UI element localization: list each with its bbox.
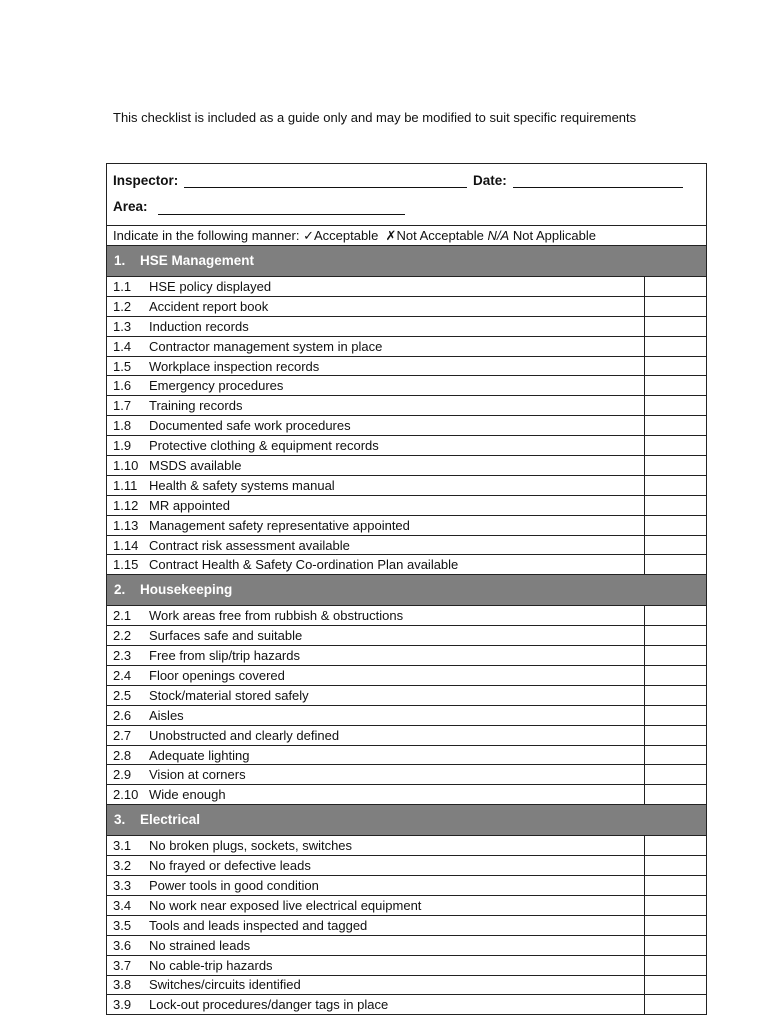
checklist-row bbox=[107, 686, 706, 706]
item-text: Switches/circuits identified bbox=[149, 977, 301, 993]
inspector-label: Inspector: bbox=[113, 173, 179, 188]
item-text: Health & safety systems manual bbox=[149, 477, 335, 493]
item-cell bbox=[107, 317, 645, 336]
item-cell bbox=[107, 876, 645, 895]
item-cell bbox=[107, 836, 645, 855]
item-text: Contract risk assessment available bbox=[149, 537, 350, 553]
checklist-row bbox=[107, 836, 706, 856]
item-number: 3.8 bbox=[113, 977, 132, 993]
result-cell[interactable] bbox=[645, 936, 706, 955]
inspection-checklist bbox=[106, 163, 707, 1015]
checklist-row bbox=[107, 706, 706, 726]
item-text: Surfaces safe and suitable bbox=[149, 628, 303, 644]
item-number: 1.5 bbox=[113, 358, 132, 374]
item-cell bbox=[107, 896, 645, 915]
item-cell bbox=[107, 686, 645, 705]
item-text: Adequate lighting bbox=[149, 747, 250, 763]
item-number: 1.13 bbox=[113, 517, 139, 533]
item-number: 1.2 bbox=[113, 298, 132, 314]
item-number: 3.7 bbox=[113, 957, 132, 973]
item-text: Stock/material stored safely bbox=[149, 687, 309, 703]
checklist-row bbox=[107, 337, 706, 357]
item-number: 3.9 bbox=[113, 997, 132, 1013]
checklist-row bbox=[107, 456, 706, 476]
item-cell bbox=[107, 376, 645, 395]
legend-not-acceptable: Not Acceptable bbox=[396, 228, 484, 243]
item-cell bbox=[107, 956, 645, 975]
item-cell bbox=[107, 456, 645, 475]
item-cell bbox=[107, 626, 645, 645]
result-cell[interactable] bbox=[645, 297, 706, 316]
item-cell bbox=[107, 726, 645, 745]
section-header bbox=[107, 246, 706, 277]
legend-acceptable: Acceptable bbox=[313, 228, 379, 243]
checklist-row bbox=[107, 896, 706, 916]
item-number: 2.3 bbox=[113, 648, 132, 664]
item-number: 3.2 bbox=[113, 858, 132, 874]
section-number: 3. bbox=[114, 812, 126, 828]
item-text: Unobstructed and clearly defined bbox=[149, 727, 340, 743]
result-cell[interactable] bbox=[645, 555, 706, 574]
item-cell bbox=[107, 416, 645, 435]
area-label: Area: bbox=[113, 199, 148, 214]
section-number: 1. bbox=[114, 253, 126, 268]
legend-not-applicable: Not Applicable bbox=[512, 228, 596, 243]
result-cell[interactable] bbox=[645, 357, 706, 376]
item-number: 1.8 bbox=[113, 418, 132, 434]
checklist-row bbox=[107, 555, 706, 575]
result-cell[interactable] bbox=[645, 626, 706, 645]
item-number: 3.4 bbox=[113, 897, 132, 913]
item-cell bbox=[107, 746, 645, 765]
item-number: 3.6 bbox=[113, 937, 132, 953]
item-cell bbox=[107, 856, 645, 875]
inspection-header bbox=[107, 164, 706, 226]
item-cell bbox=[107, 666, 645, 685]
inspector-field[interactable] bbox=[184, 187, 467, 188]
item-number: 2.1 bbox=[113, 608, 132, 624]
result-cell[interactable] bbox=[645, 646, 706, 665]
item-text: Induction records bbox=[149, 318, 249, 334]
item-text: Documented safe work procedures bbox=[149, 418, 351, 434]
checklist-row bbox=[107, 666, 706, 686]
item-cell bbox=[107, 555, 645, 574]
item-text: Protective clothing & equipment records bbox=[149, 438, 379, 454]
item-number: 2.2 bbox=[113, 628, 132, 644]
result-cell[interactable] bbox=[645, 536, 706, 555]
result-cell[interactable] bbox=[645, 836, 706, 855]
item-number: 2.7 bbox=[113, 727, 132, 743]
checklist-row bbox=[107, 936, 706, 956]
section-title: Housekeeping bbox=[140, 582, 233, 598]
item-number: 1.10 bbox=[113, 457, 139, 473]
result-cell[interactable] bbox=[645, 456, 706, 475]
section-header bbox=[107, 805, 706, 836]
item-text: Management safety representative appointed bbox=[149, 517, 410, 533]
result-cell[interactable] bbox=[645, 706, 706, 725]
item-cell bbox=[107, 606, 645, 625]
checklist-row bbox=[107, 726, 706, 746]
checklist-row bbox=[107, 646, 706, 666]
result-cell[interactable] bbox=[645, 785, 706, 804]
item-cell bbox=[107, 516, 645, 535]
item-text: Power tools in good condition bbox=[149, 877, 319, 893]
checklist-row bbox=[107, 536, 706, 556]
result-cell[interactable] bbox=[645, 376, 706, 395]
item-number: 2.9 bbox=[113, 767, 132, 783]
item-cell bbox=[107, 396, 645, 415]
checklist-row bbox=[107, 995, 706, 1015]
checklist-row bbox=[107, 856, 706, 876]
item-number: 1.14 bbox=[113, 537, 139, 553]
result-cell[interactable] bbox=[645, 876, 706, 895]
result-cell[interactable] bbox=[645, 416, 706, 435]
result-cell[interactable] bbox=[645, 476, 706, 495]
item-text: Accident report book bbox=[149, 298, 269, 314]
legend-na: N/A bbox=[487, 228, 510, 243]
item-number: 3.3 bbox=[113, 877, 132, 893]
item-number: 3.5 bbox=[113, 917, 132, 933]
item-text: HSE policy displayed bbox=[149, 278, 272, 294]
checklist-row bbox=[107, 297, 706, 317]
checklist-row bbox=[107, 357, 706, 377]
result-cell[interactable] bbox=[645, 666, 706, 685]
checklist-row bbox=[107, 416, 706, 436]
checklist-row bbox=[107, 476, 706, 496]
checklist-row bbox=[107, 317, 706, 337]
item-number: 2.8 bbox=[113, 747, 132, 763]
item-cell bbox=[107, 476, 645, 495]
item-text: No cable-trip hazards bbox=[149, 957, 273, 973]
item-text: No broken plugs, sockets, switches bbox=[149, 838, 353, 854]
result-cell[interactable] bbox=[645, 916, 706, 935]
item-cell bbox=[107, 436, 645, 455]
result-cell[interactable] bbox=[645, 277, 706, 296]
item-cell bbox=[107, 277, 645, 296]
checklist-row bbox=[107, 606, 706, 626]
item-number: 1.7 bbox=[113, 398, 132, 414]
item-cell bbox=[107, 337, 645, 356]
item-text: Floor openings covered bbox=[149, 667, 285, 683]
item-number: 1.6 bbox=[113, 378, 132, 394]
item-text: Emergency procedures bbox=[149, 378, 284, 394]
item-cell bbox=[107, 916, 645, 935]
section-title: HSE Management bbox=[140, 253, 255, 268]
item-text: MSDS available bbox=[149, 457, 242, 473]
item-number: 1.1 bbox=[113, 278, 132, 294]
result-cell[interactable] bbox=[645, 606, 706, 625]
item-text: Aisles bbox=[149, 707, 184, 723]
item-text: No frayed or defective leads bbox=[149, 858, 311, 874]
checklist-row bbox=[107, 876, 706, 896]
checklist-row bbox=[107, 396, 706, 416]
section-header bbox=[107, 575, 706, 606]
item-number: 1.3 bbox=[113, 318, 132, 334]
checklist-row bbox=[107, 916, 706, 936]
intro-note: This checklist is included as a guide only and may be modified to suit specific requirements bbox=[113, 110, 637, 125]
result-cell[interactable] bbox=[645, 995, 706, 1014]
checklist-row bbox=[107, 626, 706, 646]
checklist-row bbox=[107, 376, 706, 396]
item-cell bbox=[107, 646, 645, 665]
checklist-row bbox=[107, 785, 706, 805]
result-cell[interactable] bbox=[645, 896, 706, 915]
checklist-row bbox=[107, 746, 706, 766]
item-cell bbox=[107, 297, 645, 316]
checklist-sections bbox=[107, 246, 706, 1015]
item-cell bbox=[107, 357, 645, 376]
item-cell bbox=[107, 536, 645, 555]
item-cell bbox=[107, 765, 645, 784]
checklist-row bbox=[107, 436, 706, 456]
checklist-row bbox=[107, 976, 706, 996]
result-cell[interactable] bbox=[645, 337, 706, 356]
result-cell[interactable] bbox=[645, 317, 706, 336]
section-title: Electrical bbox=[140, 812, 201, 828]
item-text: Work areas free from rubbish & obstructions bbox=[149, 608, 404, 624]
item-number: 2.10 bbox=[113, 787, 139, 803]
item-text: Contract Health & Safety Co-ordination Plan available bbox=[149, 557, 459, 573]
result-cell[interactable] bbox=[645, 436, 706, 455]
item-text: Lock-out procedures/danger tags in place bbox=[149, 997, 389, 1013]
item-cell bbox=[107, 706, 645, 725]
item-number: 3.1 bbox=[113, 838, 132, 854]
marking-legend bbox=[107, 226, 706, 246]
result-cell[interactable] bbox=[645, 516, 706, 535]
item-cell bbox=[107, 496, 645, 515]
item-number: 1.12 bbox=[113, 497, 139, 513]
item-text: No strained leads bbox=[149, 937, 251, 953]
item-text: No work near exposed live electrical equipment bbox=[149, 897, 422, 913]
result-cell[interactable] bbox=[645, 496, 706, 515]
item-text: Wide enough bbox=[149, 787, 226, 803]
result-cell[interactable] bbox=[645, 956, 706, 975]
checklist-row bbox=[107, 765, 706, 785]
item-text: Contractor management system in place bbox=[149, 338, 383, 354]
item-number: 2.4 bbox=[113, 667, 132, 683]
item-text: Free from slip/trip hazards bbox=[149, 648, 300, 664]
result-cell[interactable] bbox=[645, 976, 706, 995]
result-cell[interactable] bbox=[645, 726, 706, 745]
check-mark-icon: ✓ bbox=[303, 228, 314, 243]
checklist-row bbox=[107, 496, 706, 516]
result-cell[interactable] bbox=[645, 856, 706, 875]
item-number: 1.11 bbox=[113, 477, 138, 493]
result-cell[interactable] bbox=[645, 765, 706, 784]
checklist-row bbox=[107, 516, 706, 536]
item-cell bbox=[107, 936, 645, 955]
result-cell[interactable] bbox=[645, 396, 706, 415]
item-number: 1.4 bbox=[113, 338, 132, 354]
legend-prefix: Indicate in the following manner: bbox=[113, 228, 300, 243]
item-number: 1.9 bbox=[113, 438, 132, 454]
item-number: 1.15 bbox=[113, 557, 139, 573]
item-text: Training records bbox=[149, 398, 243, 414]
item-number: 2.5 bbox=[113, 687, 132, 703]
checklist-row bbox=[107, 956, 706, 976]
item-text: Vision at corners bbox=[149, 767, 246, 783]
checklist-row bbox=[107, 277, 706, 297]
item-cell bbox=[107, 785, 645, 804]
item-cell bbox=[107, 995, 645, 1014]
item-text: Tools and leads inspected and tagged bbox=[149, 917, 368, 933]
item-cell bbox=[107, 976, 645, 995]
date-field[interactable] bbox=[513, 187, 683, 188]
area-field[interactable] bbox=[158, 214, 405, 215]
cross-mark-icon: ✗ bbox=[385, 228, 397, 243]
item-number: 2.6 bbox=[113, 707, 132, 723]
result-cell[interactable] bbox=[645, 686, 706, 705]
date-label: Date: bbox=[473, 173, 507, 188]
item-text: Workplace inspection records bbox=[149, 358, 320, 374]
result-cell[interactable] bbox=[645, 746, 706, 765]
item-text: MR appointed bbox=[149, 497, 230, 513]
section-number: 2. bbox=[114, 582, 126, 598]
